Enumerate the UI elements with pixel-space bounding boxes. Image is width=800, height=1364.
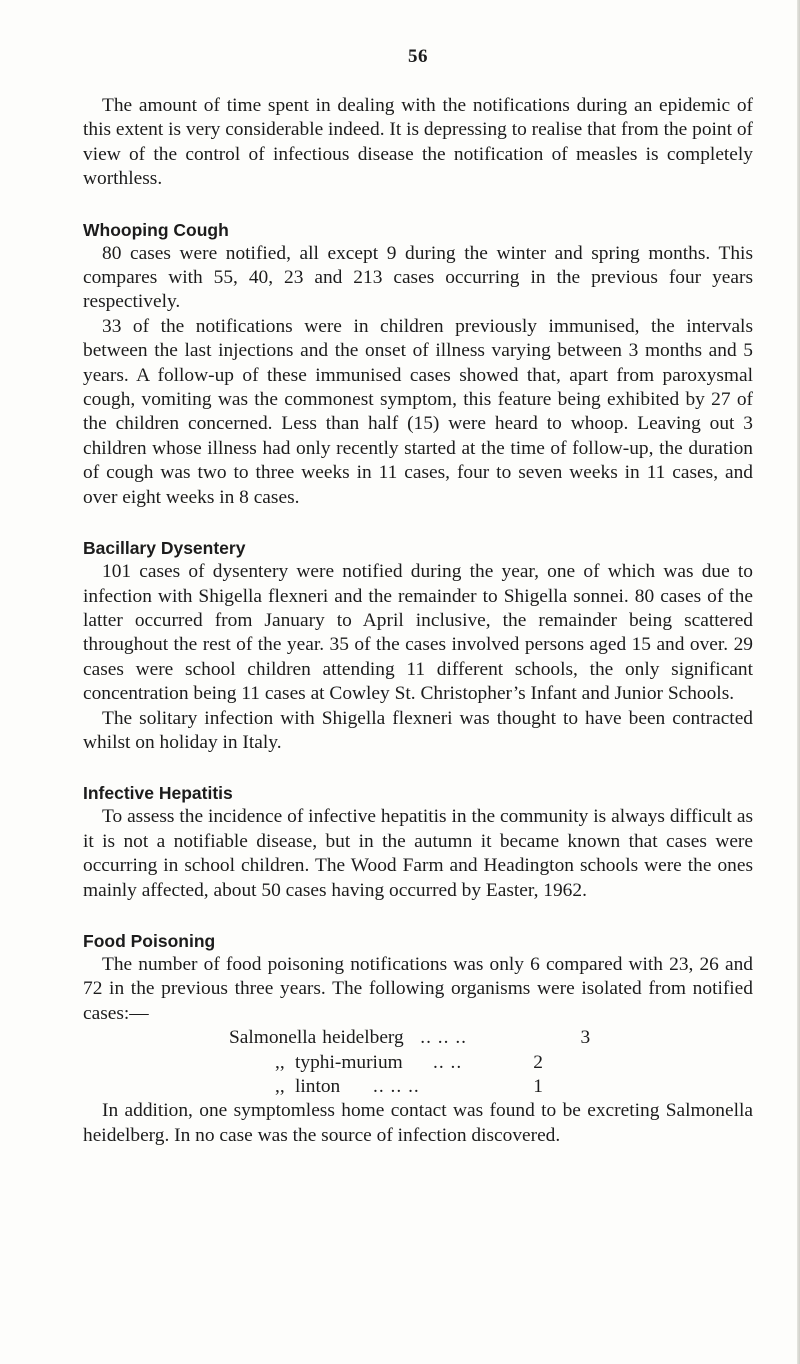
paragraph: In addition, one symptomless home contact was found to be excreting Salmonella heidelberg. In no case was the source of infection discovered. <box>83 1100 753 1146</box>
page-number: 56 <box>408 46 428 67</box>
leader-dots: .. .. <box>433 1051 463 1073</box>
leader-dots: .. .. .. <box>373 1076 420 1097</box>
organism-count: 1 <box>533 1076 543 1097</box>
section-food-poisoning <box>83 929 753 1148</box>
paragraph: 101 cases of dysentery were notified during the year, one of which was due to infection with Shigella flexneri and the remainder to Shigella sonnei. 80 cases of the latter occurred from January to April inclusive, the remainder being scattered throughout the rest of the year. 35 of the cases involved persons aged 15 and over. 29 cases were school children attending 11 different schools, the only significant concentration being 11 cases at Cowley St. Christopher’s Infant and Junior Schools. <box>83 561 753 705</box>
organism-name: typhi-murium <box>295 1051 403 1073</box>
section-heading: Whooping Cough <box>83 219 229 240</box>
paragraph: 33 of the notifications were in children previously immunised, the intervals between the last injections and the onset of illness varying between 3 months and 5 years. A follow-up of these immunised cases showed that, apart from paroxysmal cough, vomiting was the commonest symptom, this feature being exhibited by 27 of the children concerned. Less than half (15) were heard to whoop. Leaving out 3 children whose illness had only recently started at the time of follow-up, the duration of cough was two to three weeks in 11 cases, four to seven weeks in 11 cases, and over eight weeks in 8 cases. <box>83 315 753 508</box>
organism-count: 2 <box>533 1051 543 1073</box>
section-bacillary-dysentery <box>83 536 753 755</box>
paragraph: The solitary infection with Shigella flexneri was thought to have been contracted whilst on holiday in Italy. <box>83 707 753 753</box>
section-whooping-cough <box>83 218 753 510</box>
paragraph: The number of food poisoning notifications was only 6 compared with 23, 26 and 72 in the previous three years. The following organisms were isolated from notified cases:— <box>83 953 753 1024</box>
organism-name: linton <box>295 1076 341 1097</box>
organism-row <box>229 1026 753 1050</box>
section-heading: Infective Hepatitis <box>83 783 233 804</box>
intro-paragraph: The amount of time spent in dealing with the notifications during an epidemic of this extent is very considerable indeed. It is depressing to realise that from the point of view of the control of infectious disease the notification of measles is completely worthless. <box>83 95 753 190</box>
ditto-mark: ,, <box>275 1076 285 1097</box>
organism-count: 3 <box>580 1027 591 1049</box>
section-heading: Bacillary Dysentery <box>83 538 246 559</box>
paragraph: To assess the incidence of infective hepatitis in the community is always difficult as it is not a notifiable disease, but in the autumn it became known that cases were occurring in school children. The Wood Farm and Headington schools were the ones mainly affected, about 50 cases having occurred by Easter, 1962. <box>83 806 753 901</box>
organism-table <box>229 1026 753 1099</box>
leader-dots: .. .. .. <box>420 1027 468 1049</box>
section-heading: Food Poisoning <box>83 930 216 951</box>
section-infective-hepatitis <box>83 781 753 903</box>
organism-prefix: Salmonella <box>229 1027 317 1049</box>
paragraph: 80 cases were notified, all except 9 during the winter and spring months. This compares with 55, 40, 23 and 213 cases occurring in the previous four years respectively. <box>83 242 753 313</box>
document-page <box>83 46 753 1148</box>
ditto-mark: ,, <box>275 1051 285 1073</box>
organism-row <box>229 1075 753 1099</box>
organism-name: heidelberg <box>322 1027 404 1049</box>
organism-row <box>229 1051 753 1075</box>
